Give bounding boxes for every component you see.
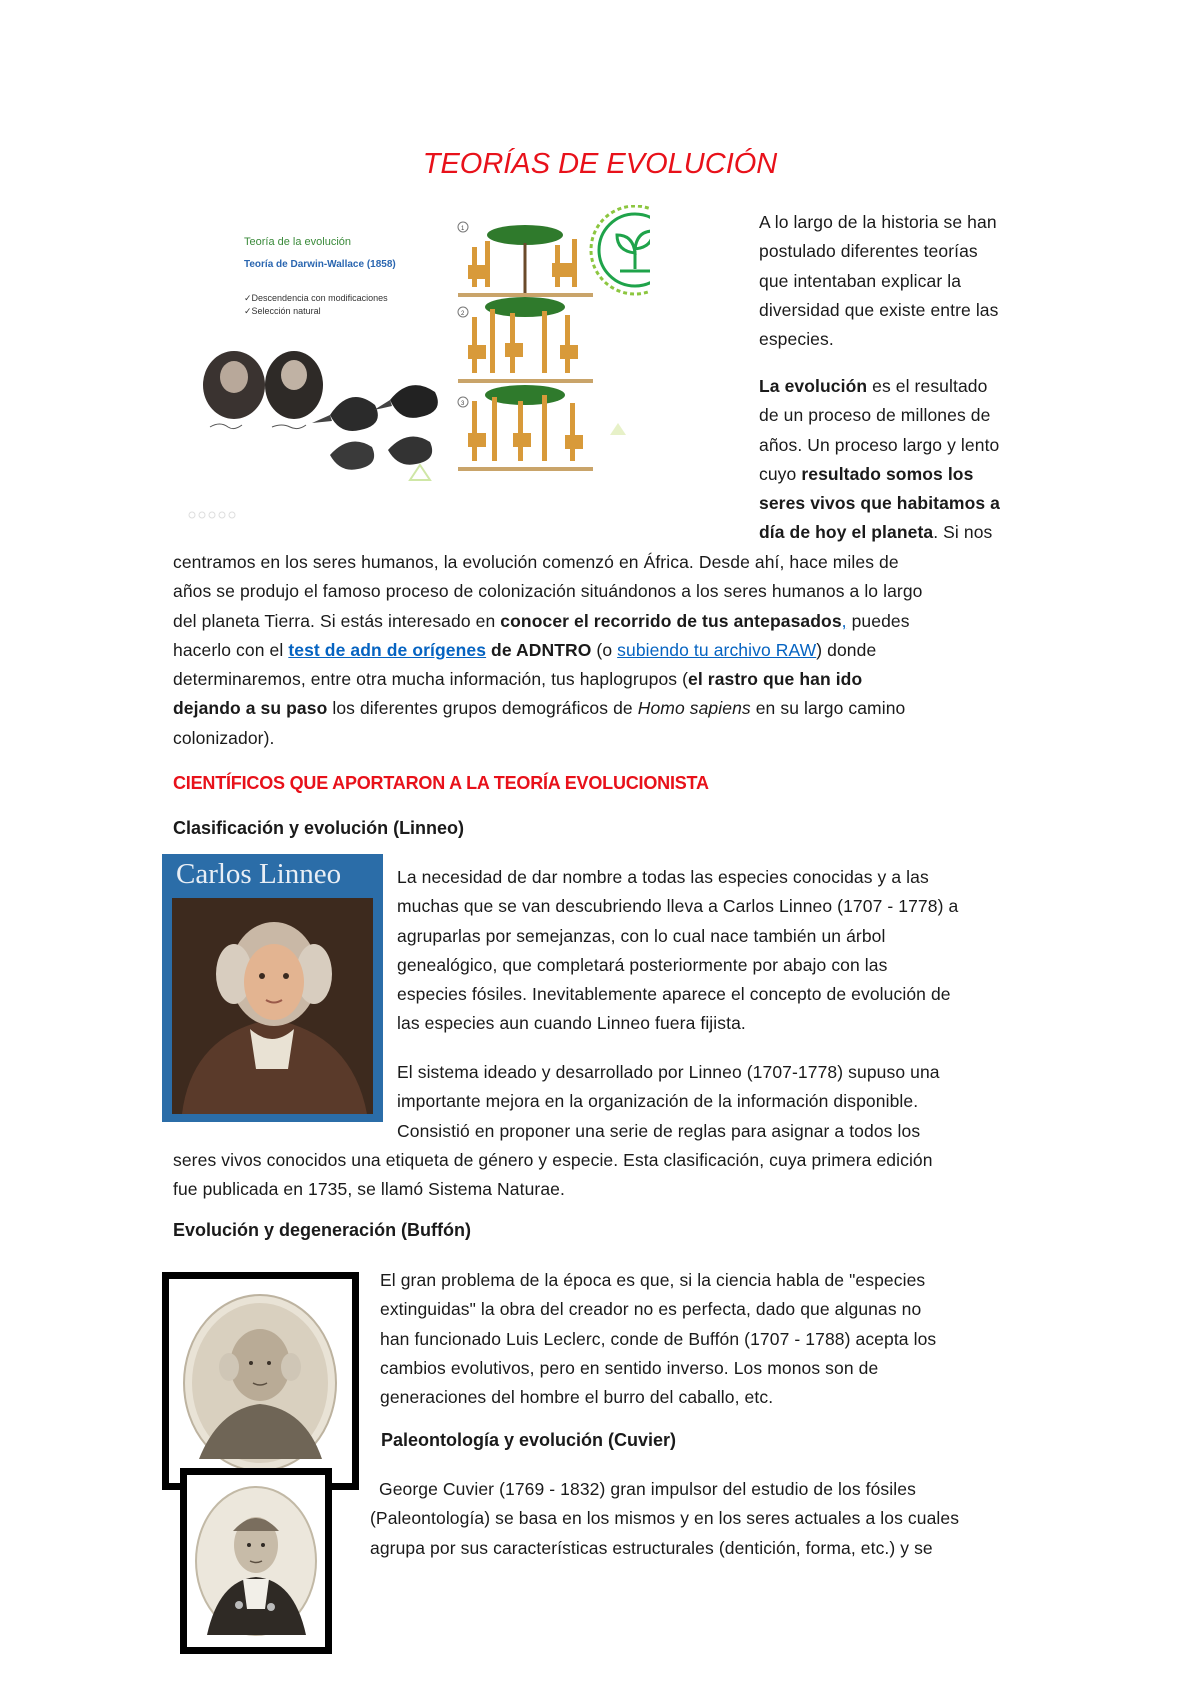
text-span: del planeta Tierra. Si estás interesado en (173, 610, 501, 631)
text-line: fue publicada en 1735, se llamó Sistema Naturae. (173, 1179, 565, 1200)
text-line: La necesidad de dar nombre a todas las especies conocidas y a las (397, 867, 929, 887)
text-line: muchas que se van descubriendo lleva a Carlos Linneo (1707 - 1778) a (397, 896, 959, 917)
cuvier-portrait (180, 1468, 332, 1654)
text-line-bold: seres vivos que habitamos a (759, 493, 1001, 514)
text-line: agrupa por sus características estructurales (dentición, forma, etc.) y se (370, 1537, 933, 1558)
text-line: años se produjo el famoso proceso de colonización situándonos a los seres humanos a lo largo (173, 581, 923, 602)
text-line: las especies aun cuando Linneo fuera fijista. (397, 1013, 746, 1034)
text-line: agruparlas por semejanzas, con lo cual nace también un árbol (397, 925, 886, 946)
subiendo-archivo-raw-link[interactable]: subiendo tu archivo RAW (617, 639, 817, 660)
slide-title: Teoría de la evolución (244, 236, 352, 248)
evolution-collage-illustration (180, 205, 650, 523)
comma-link[interactable]: , (841, 610, 847, 631)
bold-span: día de hoy el planeta (759, 522, 934, 543)
test-adn-origenes-link[interactable]: test de adn de orígenes (288, 639, 487, 660)
slide-bullet-2: ✓Selección natural (244, 306, 321, 316)
text-span: . Si nos (933, 522, 993, 543)
text-line: diversidad que existe entre las (759, 299, 999, 320)
bold-span: dejando a su paso (173, 698, 328, 719)
text-span: en su largo camino (750, 698, 906, 719)
linneo-paragraph-1 (397, 863, 1077, 1039)
text-line: que intentaban explicar la (759, 270, 962, 291)
bold-span: el rastro que han ido (688, 669, 863, 690)
text-line: generaciones del hombre el burro del caballo, etc. (380, 1387, 774, 1408)
text-line: cambios evolutivos, pero en sentido inverso. Los monos son de (380, 1357, 879, 1378)
linneo-heading: Clasificación y evolución (Linneo) (173, 818, 465, 838)
text-line: importante mejora en la organización de la información disponible. (397, 1091, 919, 1112)
text-span: cuyo (759, 463, 802, 484)
cuvier-engraving (187, 1475, 325, 1647)
linneo-paragraph-2-cont (173, 1146, 1073, 1205)
bold-span: resultado somos los (801, 463, 974, 484)
buffon-portrait (162, 1272, 359, 1490)
intro-paragraph-1 (759, 208, 1059, 354)
slide-bullet-1: ✓Descendencia con modificaciones (244, 293, 388, 303)
panel-number-2: 2 (461, 311, 465, 317)
text-span: es el resultado (867, 376, 988, 396)
buffon-paragraph (380, 1266, 1080, 1412)
text-line: A lo largo de la historia se han (759, 212, 997, 232)
bold-span: conocer el recorrido de tus antepasados (500, 610, 842, 631)
text-line: Consistió en proponer una serie de reglas para asignar a todos los (397, 1120, 921, 1141)
finch-drawings (312, 385, 438, 470)
page-title: TEORÍAS DE EVOLUCIÓN (422, 148, 778, 180)
text-line: El sistema ideado y desarrollado por Linneo (1707-1778) supuso una (397, 1062, 940, 1082)
panel-number-1: 1 (461, 226, 465, 232)
text-line: especies fósiles. Inevitablemente aparece el concepto de evolución de (397, 984, 951, 1005)
text-line: El gran problema de la época es que, si la ciencia habla de "especies (380, 1270, 926, 1290)
text-span: ) donde (816, 639, 877, 660)
text-span: (o (591, 639, 618, 660)
evolucion-bold: La evolución (759, 376, 868, 396)
text-line: genealógico, que completará posteriormente por abajo con las (397, 954, 888, 975)
linneo-paragraph-2 (397, 1058, 1077, 1146)
giraffe-panels (458, 222, 593, 471)
text-line: seres vivos conocidos una etiqueta de género y especie. Esta clasificación, cuya primera edición (173, 1150, 933, 1170)
text-span: los diferentes grupos demográficos de (327, 698, 638, 719)
text-line: postulado diferentes teorías (759, 241, 978, 262)
section-heading: CIENTÍFICOS QUE APORTARON A LA TEORÍA EVOLUCIONISTA (173, 773, 709, 793)
text-line: colonizador). (173, 727, 275, 748)
text-line: de un proceso de millones de (759, 405, 991, 426)
cuvier-paragraph (370, 1475, 1090, 1563)
text-span: puedes (846, 610, 910, 631)
intro-paragraph-2-full (173, 548, 1053, 753)
text-line: George Cuvier (1769 - 1832) gran impulsor del estudio de los fósiles (379, 1479, 916, 1499)
buffon-engraving (169, 1279, 352, 1483)
intro-paragraph-2-right (759, 372, 1059, 548)
evolution-hero-image (180, 205, 650, 523)
text-line: extinguidas" la obra del creador no es perfecta, dado que algunas no (380, 1299, 922, 1320)
portrait-title: Carlos Linneo (176, 858, 342, 890)
text-span: determinaremos, entre otra mucha información, tus haplogrupos ( (173, 669, 689, 690)
text-line: centramos en los seres humanos, la evolución comenzó en África. Desde ahí, hace miles de (173, 552, 899, 572)
bold-span: de ADNTRO (486, 639, 592, 660)
text-line: han funcionado Luis Leclerc, conde de Buffón (1707 - 1788) acepta los (380, 1328, 937, 1349)
text-line: años. Un proceso largo y lento (759, 434, 1000, 455)
text-line: especies. (759, 329, 834, 350)
text-span: hacerlo con el (173, 639, 289, 660)
buffon-heading: Evolución y degeneración (Buffón) (173, 1220, 472, 1240)
panel-number-3: 3 (461, 401, 465, 407)
plant-icon (591, 206, 650, 294)
linneo-painting (162, 854, 383, 1122)
cuvier-heading: Paleontología y evolución (Cuvier) (381, 1430, 677, 1450)
linneo-portrait (162, 854, 383, 1122)
slide-subtitle: Teoría de Darwin-Wallace (1858) (244, 259, 396, 270)
italic-span: Homo sapiens (637, 698, 751, 719)
text-line: (Paleontología) se basa en los mismos y en los seres actuales a los cuales (370, 1508, 960, 1529)
